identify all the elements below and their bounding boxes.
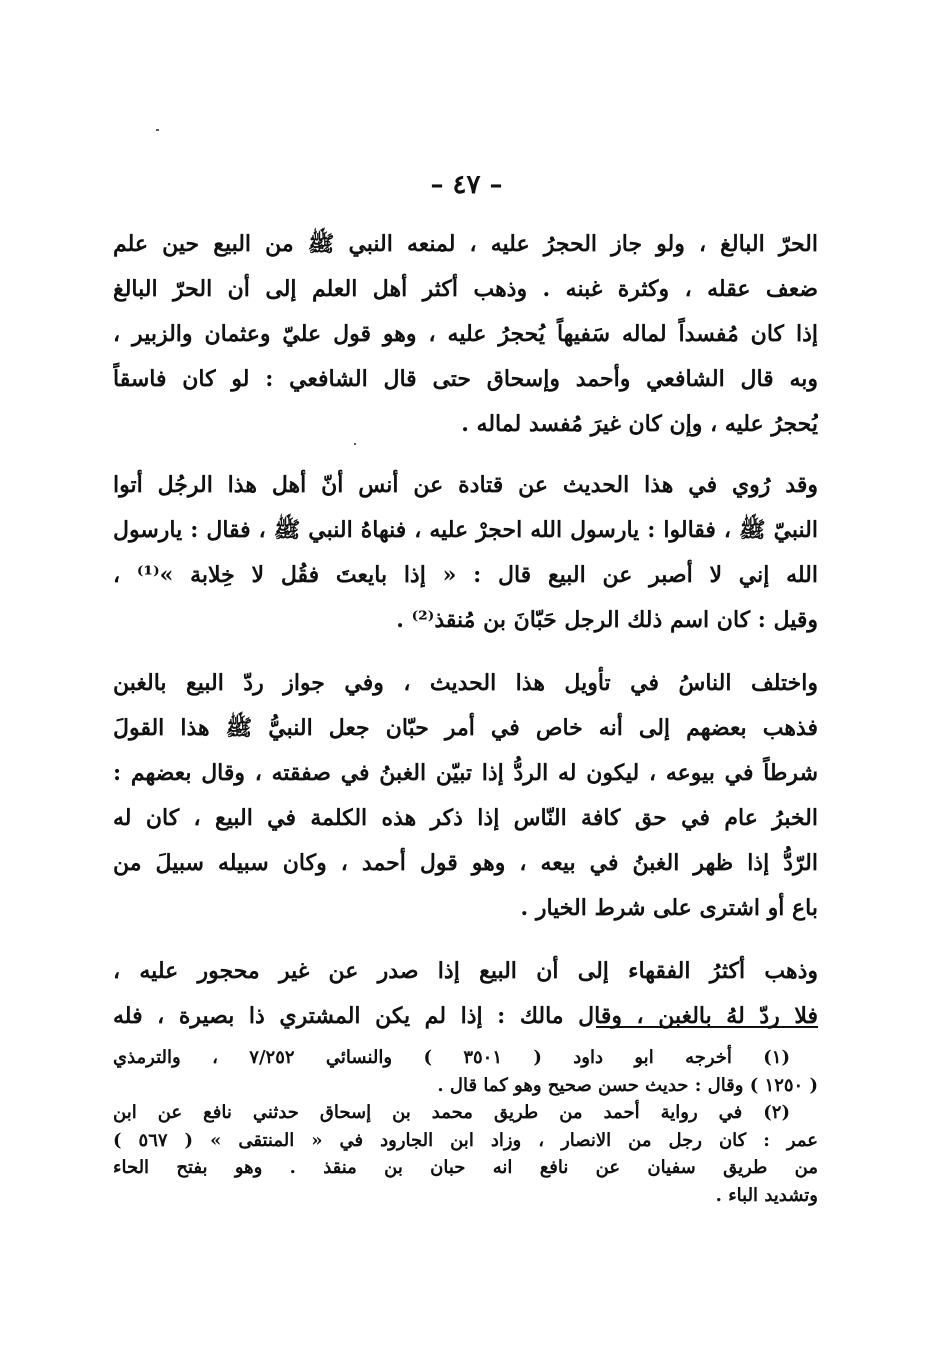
text-line: ضعف عقله ، وكثرة غبنه . وذهب أكثر أهل العلم إلى أن الحرّ البالغ (113, 276, 818, 302)
scan-speck (156, 129, 159, 131)
text-line: واختلف الناسُ في تأويل هذا الحديث ، وفي جواز ردّ البيع بالغبن (113, 670, 818, 696)
page-number: – ٤٧ – (430, 170, 503, 200)
text-line: فذهب بعضهم إلى أنه خاص في أمر حبّان جعل النبيُّ ﷺ هذا القولَ (113, 715, 818, 741)
text-line: باع أو اشترى على شرط الخيار . (520, 895, 818, 921)
footnote-2 (113, 1099, 818, 1209)
text-line: إذا كان مُفسداً لماله سَفيهاً يُحجرُ عليه ، وهو قول عليّ وعثمان والزبير ، (113, 321, 818, 347)
paragraph (113, 463, 818, 643)
text-line: الحرّ البالغ ، ولو جاز الحجرُ عليه ، لمنعه النبي ﷺ من البيع حين علم (113, 231, 818, 257)
paragraph (113, 222, 818, 447)
footnote-1 (113, 1044, 818, 1099)
text-line: وبه قال الشافعي وأحمد وإسحاق حتى قال الشافعي : لو كان فاسقاً (113, 366, 818, 392)
text-line: الله إني لا أصبر عن البيع قال : « إذا بايعتَ فقُل لا خِلابة »⁽¹⁾ ، (113, 562, 818, 588)
footnote-line: عمر : كان رجل من الانصار ، وزاد ابن الجارود في « المنتقى » ( ٥٦٧ ) (113, 1129, 818, 1151)
footnote-divider (596, 1026, 818, 1028)
text-line: الخبرُ عام في حق كافة النّاس إذا ذكر هذه الكلمة في البيع ، كان له (113, 805, 818, 831)
text-line: النبيّ ﷺ ، فقالوا : يارسول الله احجرْ عليه ، فنهاهُ النبي ﷺ ، فقال : يارسول (113, 517, 818, 543)
text-line: وذهب أكثرُ الفقهاء إلى أن البيع إذا صدر عن غير محجور عليه ، (113, 958, 818, 984)
text-line: فلا ردّ لهُ بالغبن ، وقال مالك : إذا لم يكن المشتري ذا بصيرة ، فله (113, 1003, 818, 1029)
footnote-line: ( ١٢٥٠ ) وقال : حديث حسن صحيح وهو كما قال . (437, 1074, 818, 1096)
footnote-line: من طريق سفيان عن نافع انه حبان بن منقذ . وهو بفتح الحاء (113, 1157, 818, 1178)
paragraph (113, 661, 818, 931)
text-line: يُحجرُ عليه ، وإن كان غيرَ مُفسد لماله . (461, 411, 818, 437)
text-line: شرطاً في بيوعه ، ليكون له الردُّ إذا تبيّن الغبنُ في صفقته ، وقال بعضهم : (113, 760, 818, 786)
main-text (113, 222, 818, 1057)
footnote-line: (٢) في رواية أحمد من طريق محمد بن إسحاق حدثني نافع عن ابن (113, 1102, 790, 1123)
text-line: الرّدُّ إذا ظهر الغبنُ في بيعه ، وهو قول أحمد ، وكان سبيله سبيلَ من (113, 850, 818, 876)
footnote-line: (١) أخرجه ابو داود ( ٣٥٠١ ) والنسائي ٧/٢٥٢ ، والترمذي (113, 1047, 790, 1068)
footnotes (113, 1044, 818, 1209)
text-line: وقيل : كان اسم ذلك الرجل حَبّانَ بن مُنقذ⁽²⁾ . (396, 607, 818, 633)
footnote-line: وتشديد الباء . (715, 1184, 818, 1206)
text-line: وقد رُوي في هذا الحديث عن قتادة عن أنس أنّ أهل هذا الرجُل أتوا (113, 472, 818, 498)
